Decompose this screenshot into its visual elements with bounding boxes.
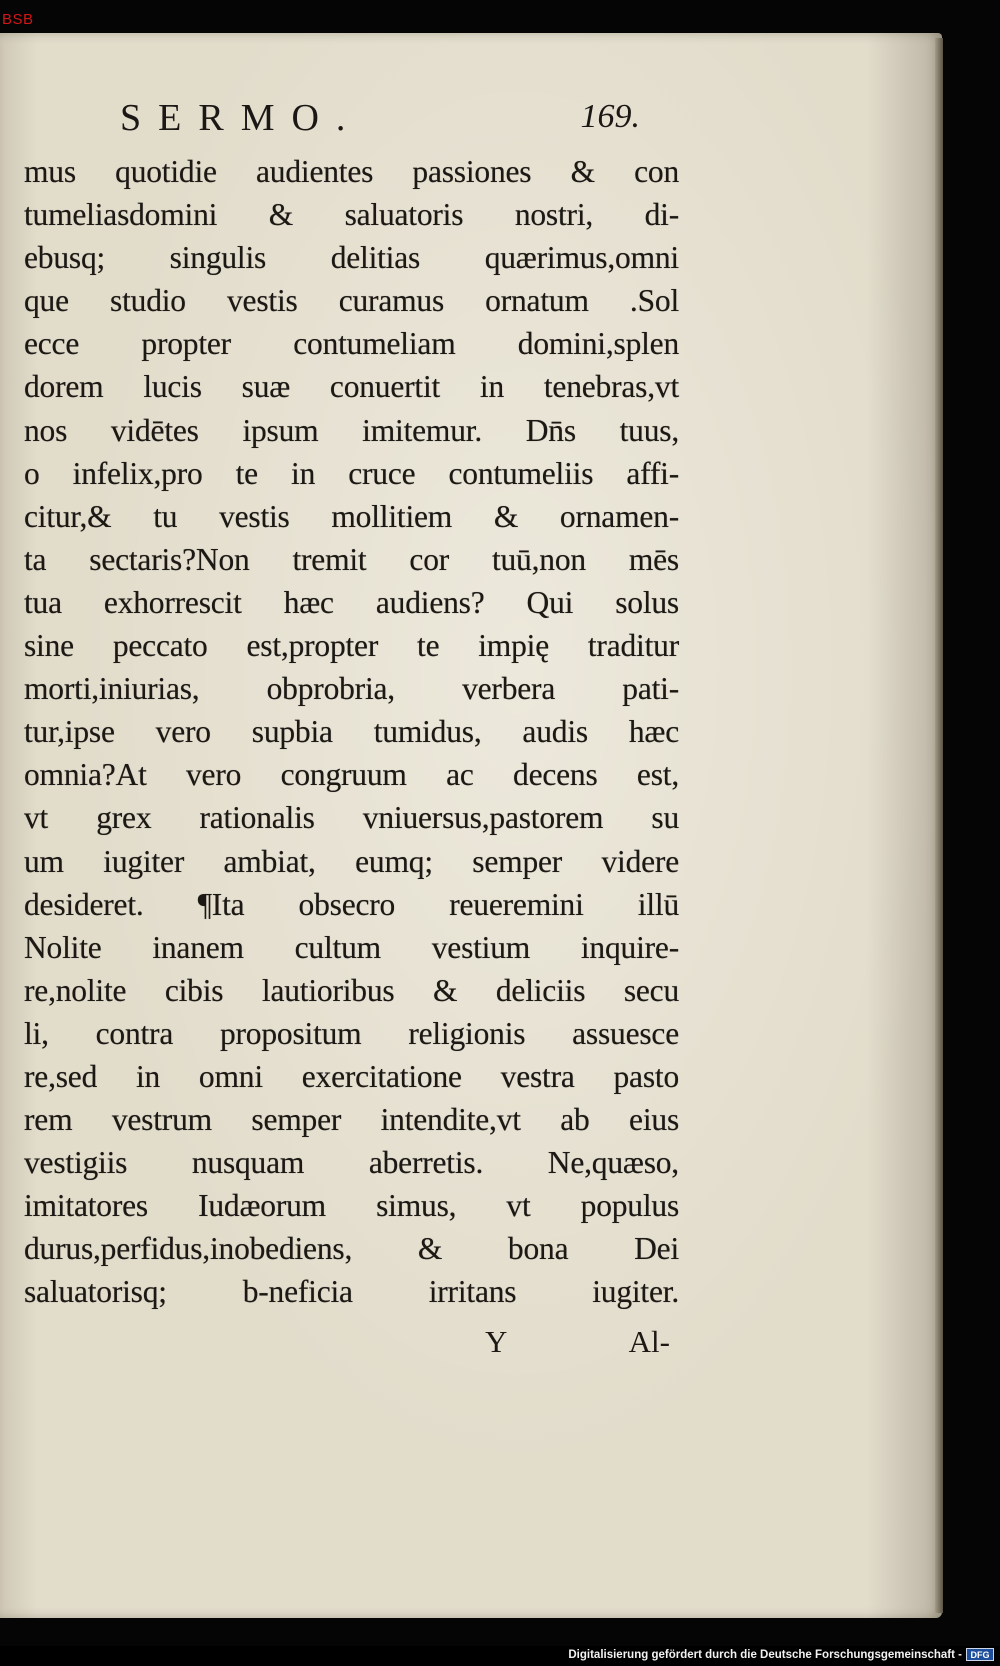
- text-line: sine peccato est,propter te impię traditur: [24, 628, 679, 664]
- text-line: tua exhorrescit hæc audiens? Qui solus: [24, 584, 679, 620]
- text-line: ta sectaris?Non tremit cor tuū,non mēs: [24, 541, 679, 577]
- text-line: um iugiter ambiat, eumq; semper videre: [24, 843, 679, 879]
- text-line: que studio vestis curamus ornatum .Sol: [24, 283, 679, 319]
- text-line: desideret. ¶Ita obsecro reueremini illū: [24, 886, 679, 922]
- text-line: Nolite inanem cultum vestium inquire-: [24, 929, 679, 965]
- page-edge: [935, 38, 943, 1613]
- text-line: saluatorisq; b-neficia irritans iugiter.: [24, 1274, 679, 1310]
- text-line: dorem lucis suæ conuertit in tenebras,vt: [24, 369, 679, 405]
- text-line: vt grex rationalis vniuersus,pastorem su: [24, 800, 679, 836]
- text-line: omnia?At vero congruum ac decens est,: [24, 757, 679, 793]
- text-line: morti,iniurias, obprobria, verbera pati-: [24, 671, 679, 707]
- text-line: vestigiis nusquam aberretis. Ne,quæso,: [24, 1145, 679, 1181]
- text-line: durus,perfidus,inobediens, & bona Dei: [24, 1231, 679, 1267]
- text-line: tumeliasdomini & saluatoris nostri, di-: [24, 197, 679, 233]
- signature-mark: Y: [485, 1324, 508, 1359]
- dfg-logo: DFG: [966, 1648, 994, 1661]
- text-line: imitatores Iudæorum simus, vt populus: [24, 1188, 679, 1224]
- text-line: re,nolite cibis lautioribus & deliciis secu: [24, 972, 679, 1008]
- text-line: rem vestrum semper intendite,vt ab eius: [24, 1102, 679, 1138]
- running-head: [120, 96, 640, 146]
- catchword: Al-: [628, 1324, 670, 1359]
- text-line: citur,& tu vestis mollitiem & ornamen-: [24, 498, 679, 534]
- text-line: ecce propter contumeliam domini,splen: [24, 326, 679, 362]
- text-line: mus quotidie audientes passiones & con: [24, 154, 679, 189]
- text-line: nos vidētes ipsum imitemur. Dn̄s tuus,: [24, 412, 679, 448]
- text-block: [24, 150, 679, 1314]
- catchword-row: [485, 1324, 670, 1368]
- text-line: tur,ipse vero supbia tumidus, audis hæc: [24, 714, 679, 750]
- text-line: li, contra propositum religionis assuesce: [24, 1015, 679, 1051]
- library-mark: BSB: [2, 11, 34, 28]
- text-line: o infelix,pro te in cruce contumeliis affi-: [24, 455, 679, 491]
- running-title: SERMO.: [120, 97, 363, 139]
- text-line: re,sed in omni exercitatione vestra pasto: [24, 1058, 679, 1094]
- footer-note: Digitalisierung gefördert durch die Deutsche Forschungsgemeinschaft -: [568, 1649, 962, 1661]
- text-line: ebusq; singulis delitias quærimus,omni: [24, 240, 679, 276]
- folio-number: 169.: [580, 98, 640, 135]
